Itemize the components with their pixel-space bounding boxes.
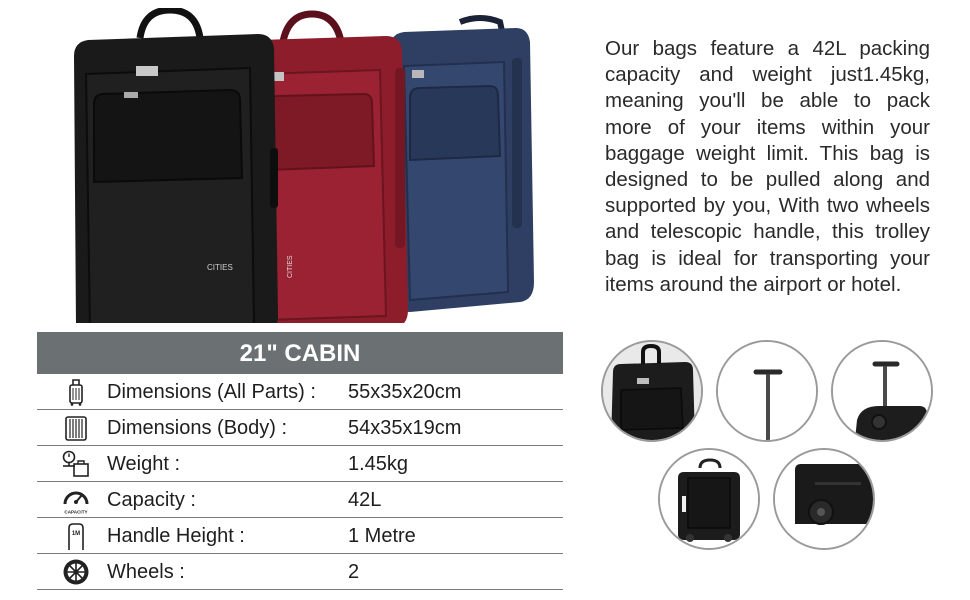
spec-label: Dimensions (Body) : xyxy=(107,417,288,439)
navy-bag xyxy=(390,18,534,312)
brand-logo: CITIES xyxy=(207,263,233,272)
spec-row-weight xyxy=(37,446,563,482)
spec-row-wheels xyxy=(37,554,563,590)
handle-height-icon xyxy=(61,521,91,551)
product-image-three-bags xyxy=(60,8,540,323)
spec-table xyxy=(37,332,563,590)
detail-image-bag-top xyxy=(601,340,703,442)
detail-image-handle-extended xyxy=(831,340,933,442)
handle-icon-caption: 1M xyxy=(71,531,81,537)
spec-value: 42L xyxy=(348,489,382,511)
suitcase-body-icon xyxy=(61,413,91,443)
detail-image-wheel xyxy=(773,448,875,550)
capacity-icon-caption: CAPACITY xyxy=(64,509,88,515)
detail-image-bag-back xyxy=(658,448,760,550)
spec-label: Dimensions (All Parts) : xyxy=(107,381,316,403)
spec-row-dimensions-body xyxy=(37,410,563,446)
spec-label: Weight : xyxy=(107,453,180,475)
spec-table-title: 21" CABIN xyxy=(37,332,563,374)
spec-value: 1 Metre xyxy=(348,525,416,547)
brand-logo: CITIES xyxy=(287,255,294,278)
weight-scale-icon xyxy=(61,449,91,479)
spec-label: Capacity : xyxy=(107,489,196,511)
spec-row-dimensions-all xyxy=(37,374,563,410)
detail-image-telescopic-handle xyxy=(716,340,818,442)
wheel-icon xyxy=(61,557,91,587)
black-bag xyxy=(74,10,278,323)
spec-label: Wheels : xyxy=(107,561,185,583)
spec-row-capacity xyxy=(37,482,563,518)
spec-value: 1.45kg xyxy=(348,453,409,475)
spec-value: 54x35x19cm xyxy=(348,417,462,439)
product-description: Our bags feature a 42L packing capacity and weight just1.45kg, meaning you'll be able to pack more of your items within your baggage weight limit. This bag is designed to be pulled along and supported by you, With two wheels and telescopic handle, this trolley bag is ideal for transporting your items around the airport or hotel. xyxy=(605,37,930,296)
spec-row-handle-height xyxy=(37,518,563,554)
spec-label: Handle Height : xyxy=(107,525,245,547)
luggage-icon xyxy=(61,377,91,407)
spec-value: 55x35x20cm xyxy=(348,381,462,403)
spec-value: 2 xyxy=(348,561,360,583)
capacity-gauge-icon xyxy=(61,485,91,515)
